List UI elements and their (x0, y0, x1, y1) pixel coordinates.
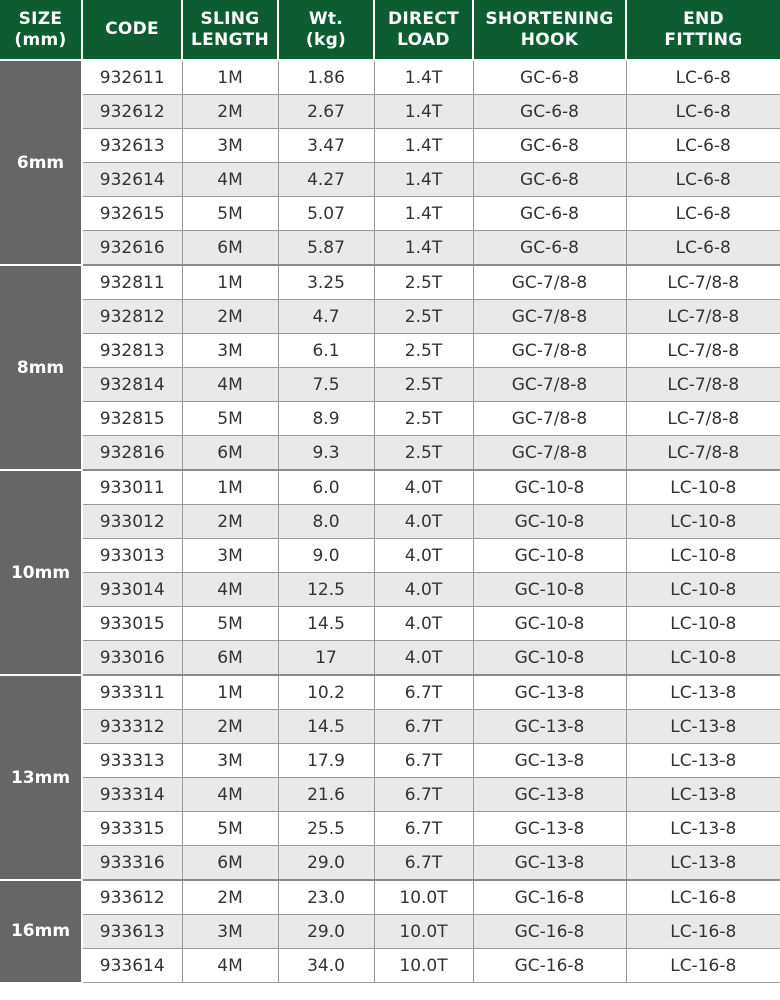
header-line: END (683, 8, 724, 29)
sling-length-cell: 1M (182, 470, 278, 505)
header-line: HOOK (520, 29, 579, 50)
code-cell: 932812 (82, 300, 182, 334)
weight-cell: 17.9 (278, 744, 374, 778)
sling-length-cell: 2M (182, 505, 278, 539)
sling-length-cell: 1M (182, 675, 278, 710)
shortening-hook-cell: GC-7/8-8 (473, 300, 626, 334)
end-fitting-cell: LC-13-8 (626, 812, 780, 846)
direct-load-cell: 4.0T (374, 539, 473, 573)
code-cell: 932611 (82, 60, 182, 95)
weight-cell: 10.2 (278, 675, 374, 710)
table-row (0, 710, 780, 744)
table-row (0, 265, 780, 300)
end-fitting-cell: LC-6-8 (626, 231, 780, 266)
header-sling-length (182, 0, 278, 60)
direct-load-cell: 2.5T (374, 368, 473, 402)
sling-length-cell: 6M (182, 846, 278, 881)
direct-load-cell: 6.7T (374, 710, 473, 744)
shortening-hook-cell: GC-10-8 (473, 505, 626, 539)
weight-cell: 2.67 (278, 95, 374, 129)
code-cell: 933614 (82, 949, 182, 983)
weight-cell: 5.87 (278, 231, 374, 266)
table-row (0, 744, 780, 778)
weight-cell: 14.5 (278, 710, 374, 744)
header-end-fitting (626, 0, 780, 60)
header-row (0, 0, 780, 60)
shortening-hook-cell: GC-7/8-8 (473, 334, 626, 368)
table-row (0, 641, 780, 676)
end-fitting-cell: LC-7/8-8 (626, 436, 780, 471)
header-line: Wt. (308, 8, 344, 29)
table-row (0, 231, 780, 266)
table-row (0, 129, 780, 163)
weight-cell: 1.86 (278, 60, 374, 95)
direct-load-cell: 4.0T (374, 505, 473, 539)
direct-load-cell: 4.0T (374, 470, 473, 505)
table-row (0, 949, 780, 983)
sling-length-cell: 2M (182, 880, 278, 915)
weight-cell: 14.5 (278, 607, 374, 641)
end-fitting-cell: LC-7/8-8 (626, 300, 780, 334)
code-cell: 932814 (82, 368, 182, 402)
header-size (0, 0, 82, 60)
direct-load-cell: 6.7T (374, 675, 473, 710)
weight-cell: 25.5 (278, 812, 374, 846)
header-line: DIRECT (387, 8, 459, 29)
header-line: (kg) (305, 29, 347, 50)
shortening-hook-cell: GC-13-8 (473, 744, 626, 778)
table-row (0, 778, 780, 812)
sling-length-cell: 4M (182, 368, 278, 402)
sling-length-cell: 6M (182, 436, 278, 471)
table-row (0, 812, 780, 846)
header-line: SIZE (18, 8, 63, 29)
end-fitting-cell: LC-10-8 (626, 470, 780, 505)
weight-cell: 5.07 (278, 197, 374, 231)
shortening-hook-cell: GC-13-8 (473, 675, 626, 710)
sling-length-cell: 5M (182, 402, 278, 436)
table-row (0, 607, 780, 641)
sling-length-cell: 4M (182, 163, 278, 197)
shortening-hook-cell: GC-16-8 (473, 880, 626, 915)
direct-load-cell: 1.4T (374, 163, 473, 197)
direct-load-cell: 2.5T (374, 265, 473, 300)
header-line: FITTING (664, 29, 743, 50)
direct-load-cell: 4.0T (374, 573, 473, 607)
code-cell: 932813 (82, 334, 182, 368)
end-fitting-cell: LC-7/8-8 (626, 402, 780, 436)
weight-cell: 9.0 (278, 539, 374, 573)
direct-load-cell: 2.5T (374, 300, 473, 334)
shortening-hook-cell: GC-16-8 (473, 915, 626, 949)
direct-load-cell: 10.0T (374, 949, 473, 983)
sling-length-cell: 3M (182, 539, 278, 573)
code-cell: 932614 (82, 163, 182, 197)
direct-load-cell: 1.4T (374, 95, 473, 129)
shortening-hook-cell: GC-13-8 (473, 812, 626, 846)
code-cell: 933312 (82, 710, 182, 744)
shortening-hook-cell: GC-10-8 (473, 470, 626, 505)
header-line: LENGTH (191, 29, 269, 50)
table-row (0, 197, 780, 231)
end-fitting-cell: LC-10-8 (626, 505, 780, 539)
shortening-hook-cell: GC-13-8 (473, 778, 626, 812)
code-cell: 933612 (82, 880, 182, 915)
shortening-hook-cell: GC-7/8-8 (473, 436, 626, 471)
header-line: SHORTENING (485, 8, 614, 29)
table-row (0, 334, 780, 368)
table-row (0, 880, 780, 915)
sling-length-cell: 6M (182, 641, 278, 676)
sling-length-cell: 5M (182, 812, 278, 846)
code-cell: 933015 (82, 607, 182, 641)
sling-length-cell: 4M (182, 573, 278, 607)
shortening-hook-cell: GC-6-8 (473, 95, 626, 129)
table-row (0, 402, 780, 436)
table-row (0, 163, 780, 197)
sling-length-cell: 2M (182, 710, 278, 744)
end-fitting-cell: LC-7/8-8 (626, 334, 780, 368)
end-fitting-cell: LC-6-8 (626, 163, 780, 197)
table-row (0, 470, 780, 505)
shortening-hook-cell: GC-13-8 (473, 710, 626, 744)
weight-cell: 6.1 (278, 334, 374, 368)
sling-length-cell: 2M (182, 95, 278, 129)
shortening-hook-cell: GC-10-8 (473, 539, 626, 573)
header-line: CODE (105, 19, 159, 39)
table-row (0, 300, 780, 334)
weight-cell: 8.0 (278, 505, 374, 539)
weight-cell: 17 (278, 641, 374, 676)
shortening-hook-cell: GC-7/8-8 (473, 402, 626, 436)
size-cell: 16mm (0, 880, 82, 983)
code-cell: 933314 (82, 778, 182, 812)
weight-cell: 4.27 (278, 163, 374, 197)
header-shortening-hook (473, 0, 626, 60)
sling-length-cell: 5M (182, 197, 278, 231)
shortening-hook-cell: GC-7/8-8 (473, 265, 626, 300)
sling-length-cell: 4M (182, 949, 278, 983)
direct-load-cell: 10.0T (374, 915, 473, 949)
direct-load-cell: 1.4T (374, 197, 473, 231)
code-cell: 933315 (82, 812, 182, 846)
code-cell: 932815 (82, 402, 182, 436)
weight-cell: 9.3 (278, 436, 374, 471)
code-cell: 933313 (82, 744, 182, 778)
header-line: (mm) (14, 29, 67, 50)
end-fitting-cell: LC-16-8 (626, 915, 780, 949)
end-fitting-cell: LC-6-8 (626, 95, 780, 129)
end-fitting-cell: LC-13-8 (626, 675, 780, 710)
direct-load-cell: 10.0T (374, 880, 473, 915)
shortening-hook-cell: GC-16-8 (473, 949, 626, 983)
end-fitting-cell: LC-13-8 (626, 744, 780, 778)
shortening-hook-cell: GC-10-8 (473, 573, 626, 607)
code-cell: 933013 (82, 539, 182, 573)
table-row (0, 846, 780, 881)
direct-load-cell: 6.7T (374, 778, 473, 812)
shortening-hook-cell: GC-6-8 (473, 129, 626, 163)
table-body (0, 60, 780, 983)
direct-load-cell: 1.4T (374, 231, 473, 266)
end-fitting-cell: LC-13-8 (626, 846, 780, 881)
weight-cell: 8.9 (278, 402, 374, 436)
direct-load-cell: 4.0T (374, 641, 473, 676)
sling-length-cell: 1M (182, 265, 278, 300)
end-fitting-cell: LC-13-8 (626, 778, 780, 812)
code-cell: 932616 (82, 231, 182, 266)
end-fitting-cell: LC-6-8 (626, 129, 780, 163)
table-row (0, 573, 780, 607)
table-row (0, 675, 780, 710)
sling-length-cell: 4M (182, 778, 278, 812)
weight-cell: 12.5 (278, 573, 374, 607)
end-fitting-cell: LC-7/8-8 (626, 368, 780, 402)
size-cell: 6mm (0, 60, 82, 265)
sling-length-cell: 3M (182, 129, 278, 163)
shortening-hook-cell: GC-7/8-8 (473, 368, 626, 402)
header-line: LOAD (397, 29, 450, 50)
direct-load-cell: 6.7T (374, 846, 473, 881)
header-weight (278, 0, 374, 60)
code-cell: 932615 (82, 197, 182, 231)
code-cell: 932816 (82, 436, 182, 471)
code-cell: 932613 (82, 129, 182, 163)
code-cell: 933311 (82, 675, 182, 710)
end-fitting-cell: LC-16-8 (626, 949, 780, 983)
weight-cell: 7.5 (278, 368, 374, 402)
code-cell: 932811 (82, 265, 182, 300)
shortening-hook-cell: GC-6-8 (473, 163, 626, 197)
size-cell: 13mm (0, 675, 82, 880)
weight-cell: 23.0 (278, 880, 374, 915)
end-fitting-cell: LC-6-8 (626, 197, 780, 231)
weight-cell: 3.25 (278, 265, 374, 300)
header-line: SLING (200, 8, 260, 29)
sling-length-cell: 1M (182, 60, 278, 95)
end-fitting-cell: LC-6-8 (626, 60, 780, 95)
weight-cell: 29.0 (278, 915, 374, 949)
table-header (0, 0, 780, 60)
shortening-hook-cell: GC-10-8 (473, 607, 626, 641)
sling-length-cell: 5M (182, 607, 278, 641)
table-row (0, 60, 780, 95)
shortening-hook-cell: GC-10-8 (473, 641, 626, 676)
weight-cell: 6.0 (278, 470, 374, 505)
shortening-hook-cell: GC-6-8 (473, 231, 626, 266)
end-fitting-cell: LC-10-8 (626, 607, 780, 641)
weight-cell: 34.0 (278, 949, 374, 983)
header-direct-load (374, 0, 473, 60)
end-fitting-cell: LC-13-8 (626, 710, 780, 744)
table-row (0, 539, 780, 573)
code-cell: 933012 (82, 505, 182, 539)
direct-load-cell: 2.5T (374, 436, 473, 471)
direct-load-cell: 2.5T (374, 334, 473, 368)
direct-load-cell: 6.7T (374, 744, 473, 778)
size-cell: 10mm (0, 470, 82, 675)
sling-length-cell: 2M (182, 300, 278, 334)
direct-load-cell: 2.5T (374, 402, 473, 436)
table-row (0, 436, 780, 471)
end-fitting-cell: LC-7/8-8 (626, 265, 780, 300)
shortening-hook-cell: GC-6-8 (473, 60, 626, 95)
code-cell: 933014 (82, 573, 182, 607)
table-row (0, 368, 780, 402)
code-cell: 933316 (82, 846, 182, 881)
direct-load-cell: 4.0T (374, 607, 473, 641)
weight-cell: 4.7 (278, 300, 374, 334)
sling-length-cell: 3M (182, 334, 278, 368)
code-cell: 933016 (82, 641, 182, 676)
end-fitting-cell: LC-10-8 (626, 641, 780, 676)
weight-cell: 3.47 (278, 129, 374, 163)
sling-length-cell: 3M (182, 744, 278, 778)
shortening-hook-cell: GC-13-8 (473, 846, 626, 881)
direct-load-cell: 1.4T (374, 60, 473, 95)
direct-load-cell: 1.4T (374, 129, 473, 163)
weight-cell: 21.6 (278, 778, 374, 812)
end-fitting-cell: LC-10-8 (626, 539, 780, 573)
shortening-hook-cell: GC-6-8 (473, 197, 626, 231)
sling-length-cell: 6M (182, 231, 278, 266)
table-row (0, 95, 780, 129)
code-cell: 932612 (82, 95, 182, 129)
code-cell: 933613 (82, 915, 182, 949)
direct-load-cell: 6.7T (374, 812, 473, 846)
table-row (0, 505, 780, 539)
code-cell: 933011 (82, 470, 182, 505)
end-fitting-cell: LC-16-8 (626, 880, 780, 915)
end-fitting-cell: LC-10-8 (626, 573, 780, 607)
sling-length-cell: 3M (182, 915, 278, 949)
weight-cell: 29.0 (278, 846, 374, 881)
header-code (82, 0, 182, 60)
size-cell: 8mm (0, 265, 82, 470)
table-row (0, 915, 780, 949)
